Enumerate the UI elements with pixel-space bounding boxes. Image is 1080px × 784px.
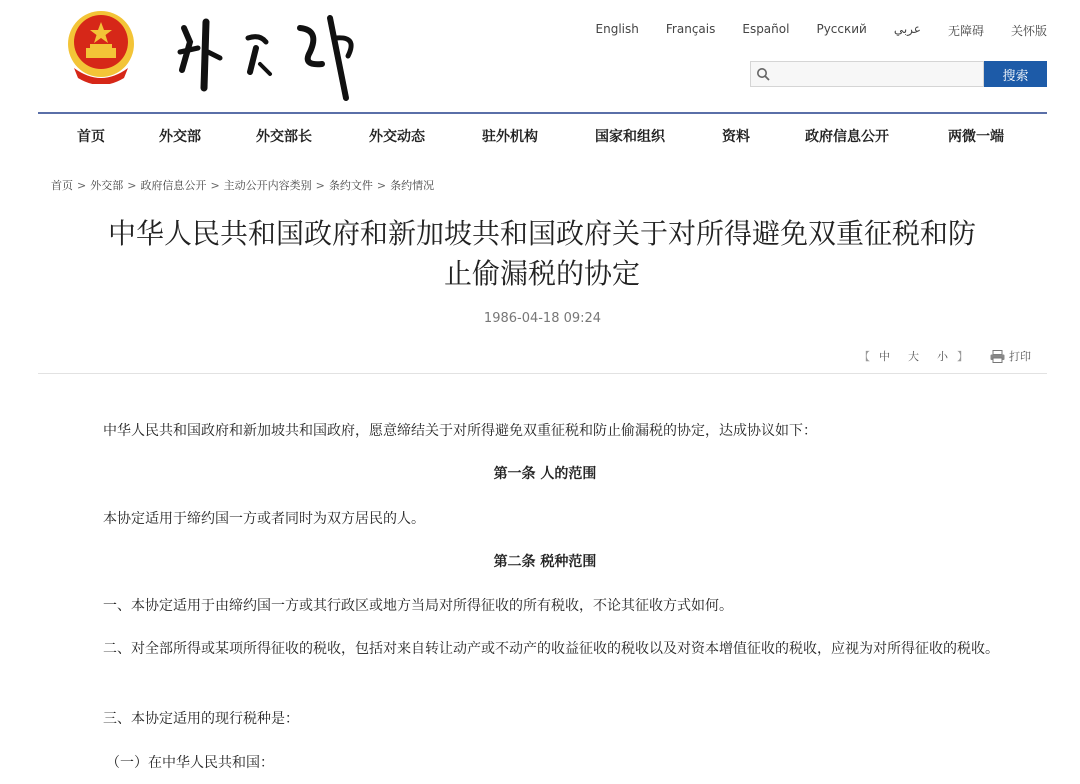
- search-icon: [751, 62, 775, 86]
- search-button[interactable]: 搜索: [984, 61, 1047, 87]
- nav-item-diplomatic-news[interactable]: 外交动态: [369, 129, 425, 145]
- breadcrumb-item[interactable]: 政府信息公开: [140, 179, 207, 192]
- printer-icon: [990, 350, 1005, 363]
- article-paragraph: 本协定适用于缔约国一方或者同时为双方居民的人。: [103, 511, 425, 527]
- breadcrumb-separator: >: [77, 179, 87, 192]
- page-title-line-1: 中华人民共和国政府和新加坡共和国政府关于对所得避免双重征税和防: [107, 217, 976, 250]
- article-paragraph: 中华人民共和国政府和新加坡共和国政府，愿意缔结关于对所得避免双重征税和防止偷漏税的协定，达成协议如下：: [103, 423, 817, 439]
- site-logo-calligraphy[interactable]: [170, 8, 370, 104]
- nav-item-gov-info-disclosure[interactable]: 政府信息公开: [805, 129, 889, 145]
- lang-link-french[interactable]: Français: [665, 22, 716, 36]
- national-emblem-icon[interactable]: [64, 8, 138, 84]
- main-nav: [38, 114, 1047, 156]
- page-title: [60, 214, 1024, 294]
- article-tools: [859, 348, 1031, 364]
- breadcrumb-item[interactable]: 外交部: [90, 179, 124, 192]
- page-title-line-2: 止偷漏税的协定: [443, 257, 640, 290]
- search-input[interactable]: [775, 63, 975, 85]
- breadcrumb-separator: >: [127, 179, 137, 192]
- breadcrumb-item[interactable]: 首页: [51, 179, 73, 192]
- article-paragraph: 二、对全部所得或某项所得征收的税收，包括对来自转让动产或不动产的收益征收的税收以及对资本增值征收的税收，应视为对所得征收的税收。: [103, 641, 999, 657]
- nav-item-minister[interactable]: 外交部长: [256, 129, 312, 145]
- elderly-care-mode-link[interactable]: 关怀版: [1010, 24, 1047, 38]
- breadcrumb-separator: >: [376, 179, 387, 192]
- breadcrumb-separator: >: [315, 179, 325, 192]
- breadcrumb: [51, 177, 434, 193]
- nav-item-countries-orgs[interactable]: 国家和组织: [595, 129, 665, 145]
- search-bar: [750, 61, 1047, 87]
- font-size-medium-button[interactable]: 中: [879, 350, 890, 363]
- accessibility-link[interactable]: 无障碍: [947, 24, 984, 38]
- font-size-bracket-close: 】: [957, 350, 968, 363]
- lang-link-spanish[interactable]: Español: [742, 22, 790, 36]
- print-button[interactable]: [990, 348, 1031, 364]
- nav-item-ministry[interactable]: 外交部: [159, 129, 201, 145]
- breadcrumb-separator: >: [210, 179, 220, 192]
- lang-link-arabic[interactable]: عربي: [893, 22, 921, 36]
- article-section-heading: 第二条 税种范围: [493, 554, 597, 570]
- lang-link-russian[interactable]: Русский: [816, 22, 867, 36]
- article-section-heading: 第一条 人的范围: [493, 466, 597, 482]
- site-header: [0, 0, 1080, 112]
- publish-date: 1986-04-18 09:24: [483, 311, 602, 326]
- breadcrumb-item[interactable]: 主动公开内容类别: [223, 179, 312, 192]
- nav-item-missions-abroad[interactable]: 驻外机构: [482, 129, 538, 145]
- breadcrumb-item-current[interactable]: 条约情况: [390, 179, 435, 192]
- article-paragraph: 一、本协定适用于由缔约国一方或其行政区或地方当局对所得征收的所有税收，不论其征收方式如何。: [103, 598, 733, 614]
- article-paragraph: 三、本协定适用的现行税种是：: [103, 711, 299, 727]
- language-bar: [569, 22, 1047, 39]
- nav-item-social-media[interactable]: 两微一端: [948, 129, 1004, 145]
- article-paragraph: （一）在中华人民共和国：: [106, 755, 274, 771]
- content-divider: [38, 373, 1047, 374]
- font-size-large-button[interactable]: 大: [908, 350, 919, 363]
- nav-item-home[interactable]: 首页: [77, 129, 105, 145]
- font-size-small-button[interactable]: 小: [937, 350, 948, 363]
- lang-link-english[interactable]: English: [595, 22, 639, 36]
- font-size-bracket-open: 【: [859, 350, 870, 363]
- breadcrumb-item[interactable]: 条约文件: [328, 179, 373, 192]
- print-label: 打印: [1009, 350, 1031, 363]
- nav-item-resources[interactable]: 资料: [722, 129, 750, 145]
- search-field-wrapper: [750, 61, 984, 87]
